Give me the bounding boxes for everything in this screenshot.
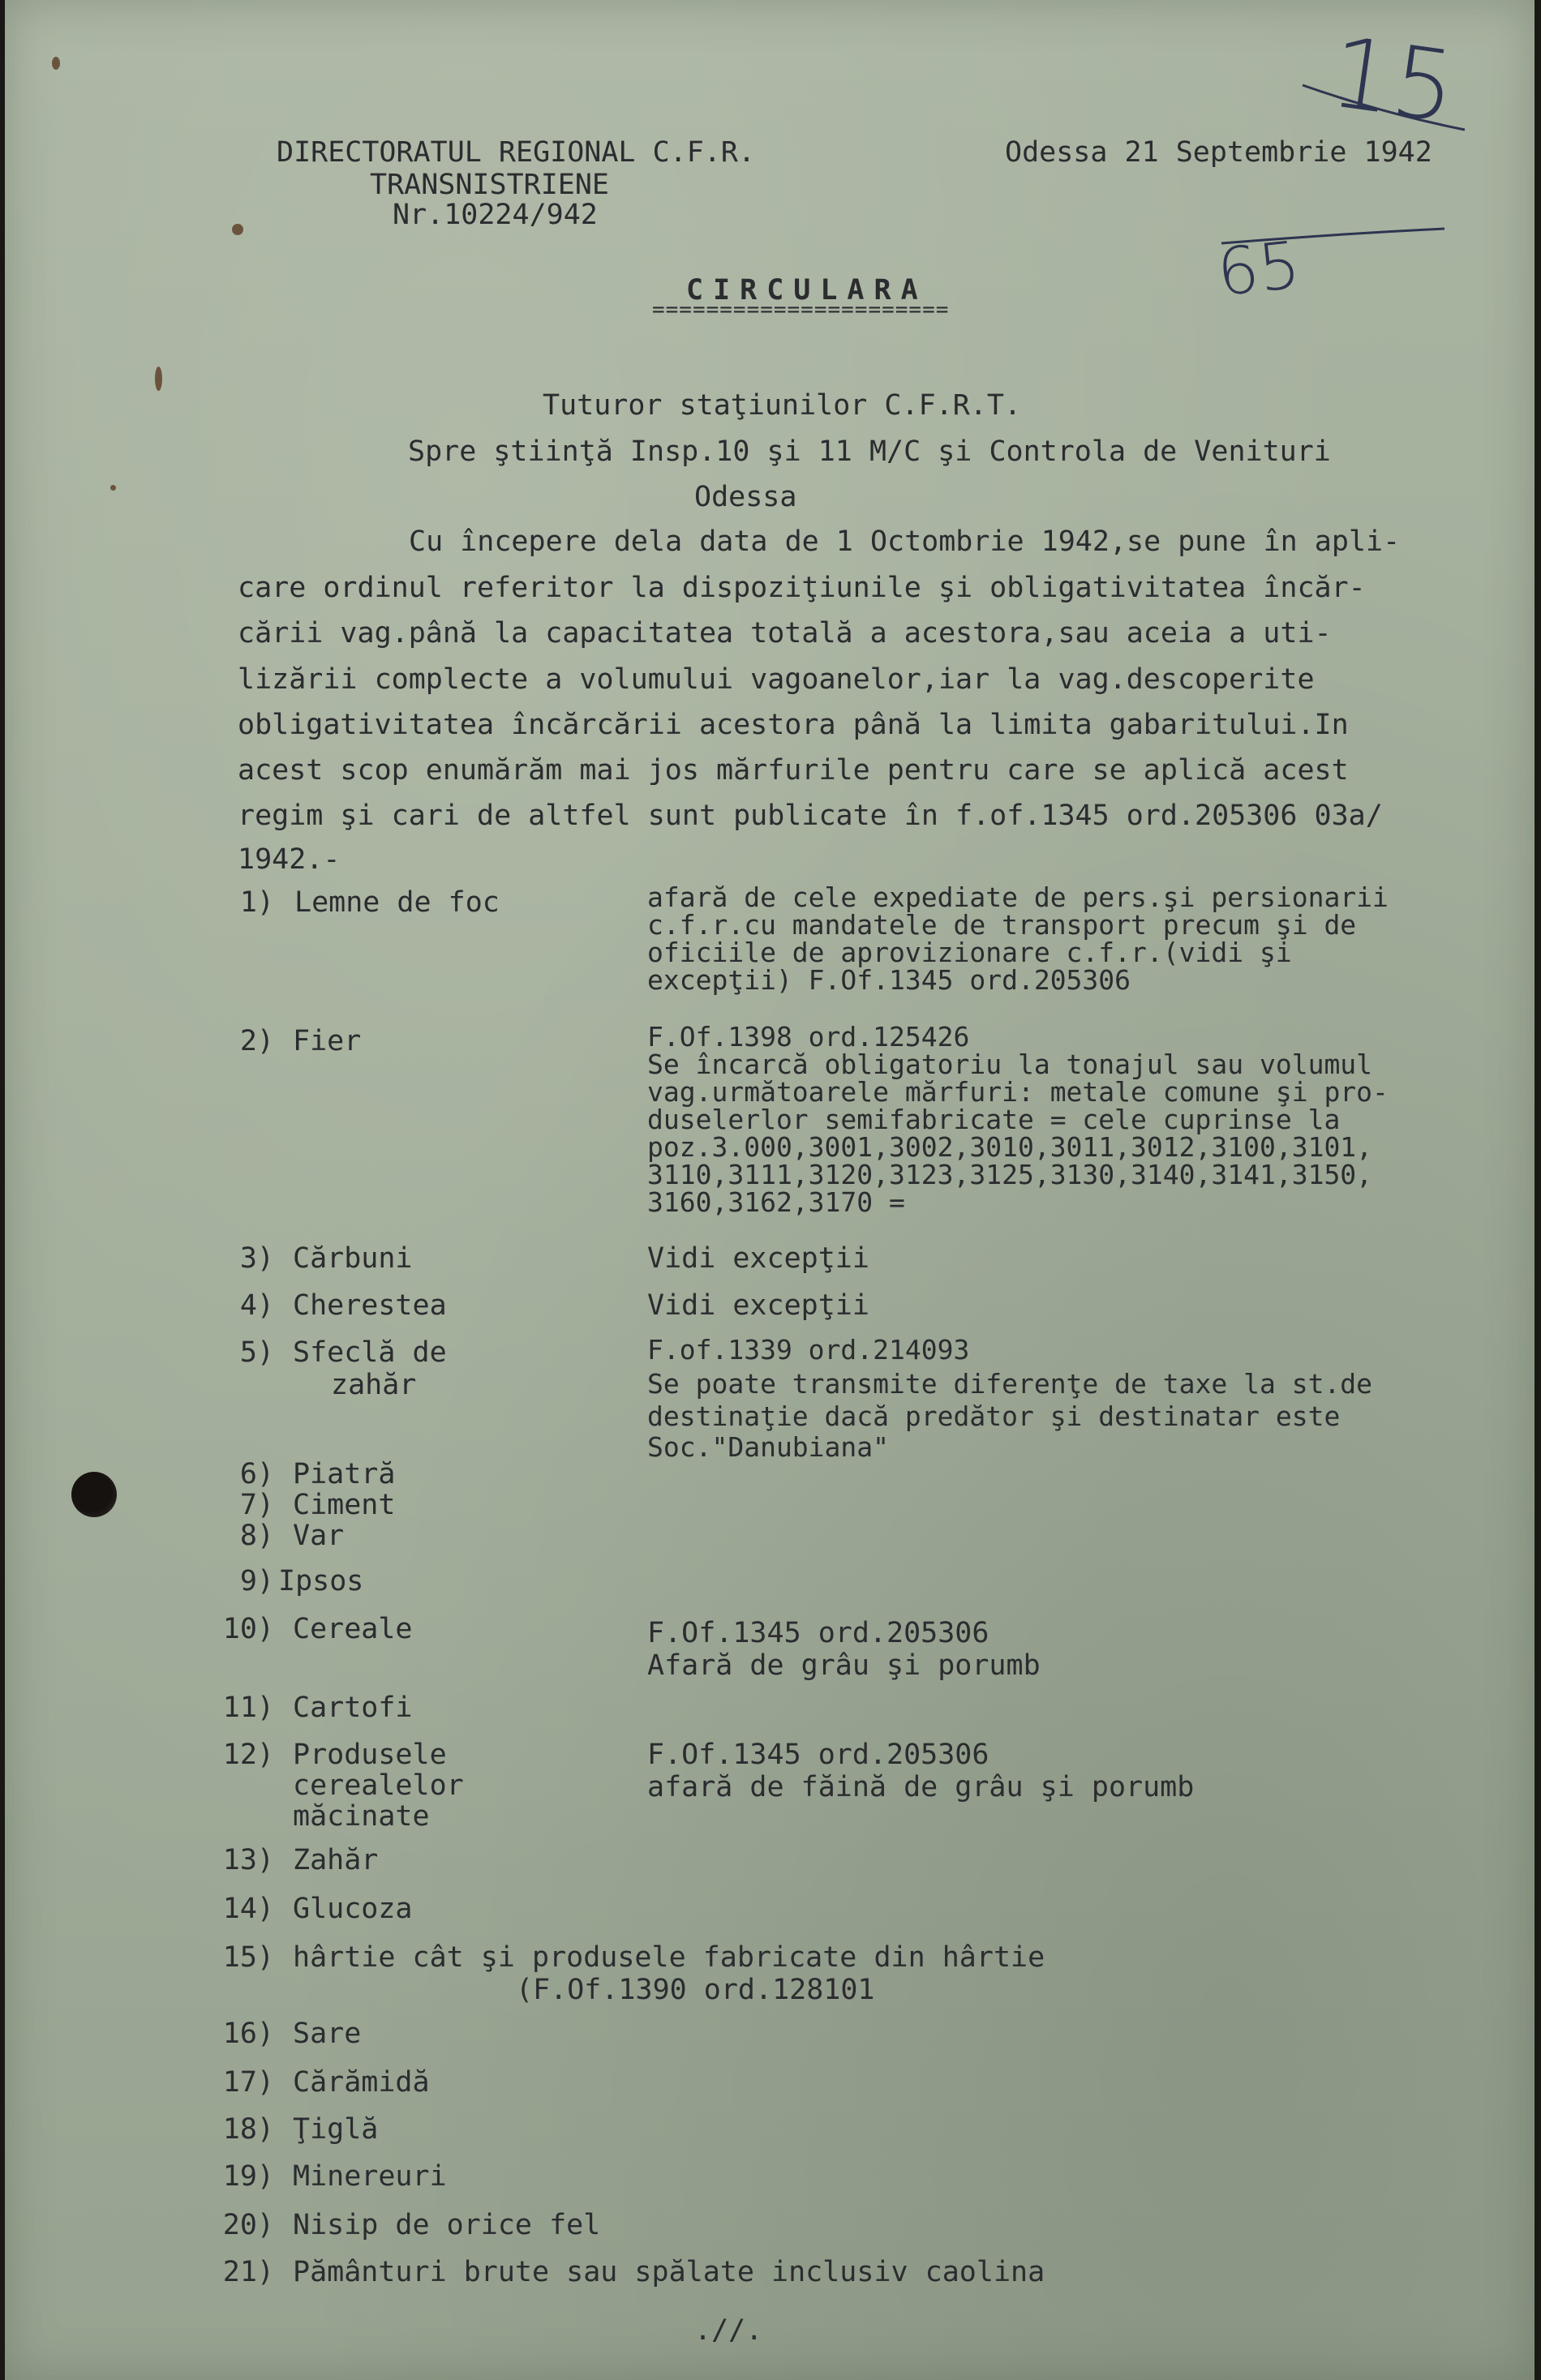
item-name: cerealelor [293, 1769, 464, 1802]
item-number: 15) [222, 1941, 274, 1974]
item-note: Se încarcă obligatoriu la tonajul sau volumul [647, 1048, 1373, 1080]
item-number: 14) [222, 1893, 274, 1925]
item-number: 8) [239, 1520, 274, 1552]
item-number: 20) [222, 2209, 274, 2241]
item-name: Nisip de orice fel [293, 2209, 601, 2241]
org-name-line1: DIRECTORATUL REGIONAL C.F.R. [277, 136, 756, 169]
item-number: 7) [239, 1489, 274, 1521]
body-line: 1942.- [238, 843, 341, 876]
place-and-date: Odessa 21 Septembrie 1942 [1005, 136, 1432, 169]
item-name: Fier [293, 1025, 362, 1057]
continuation-mark: .//. [694, 2314, 763, 2347]
item-note: F.of.1339 ord.214093 [647, 1334, 970, 1366]
body-line: regim şi cari de altfel sunt publicate în f.of.1345 ord.205306 03a/ [238, 800, 1383, 832]
item-number: 17) [222, 2066, 274, 2099]
item-number: 6) [239, 1458, 274, 1490]
item-number: 9) [239, 1565, 274, 1597]
item-note: Se poate transmite diferenţe de taxe la st.de [647, 1368, 1373, 1400]
item-note: excepţii) F.Of.1345 ord.205306 [647, 964, 1131, 996]
addressee-line2: Spre ştiinţă Insp.10 şi 11 M/C şi Controla de Venituri [408, 435, 1331, 468]
addressee-line3: Odessa [694, 481, 797, 513]
item-name: (F.Of.1390 ord.128101 [516, 1974, 875, 2006]
item-note: 3110,3111,3120,3123,3125,3130,3140,3141,3150, [647, 1159, 1373, 1190]
item-name: zahăr [331, 1369, 417, 1401]
item-name: Lemne de foc [294, 886, 500, 919]
item-number: 16) [222, 2018, 274, 2050]
item-name: Pământuri brute sau spălate inclusiv caolina [293, 2256, 1045, 2288]
addressee-line1: Tuturor staţiunilor C.F.R.T. [543, 389, 1022, 422]
item-name: Cărbuni [293, 1242, 413, 1275]
stain-mark [110, 485, 116, 491]
item-note: oficiile de aprovizionare c.f.r.(vidi şi [647, 937, 1292, 968]
item-note: Afară de grâu şi porumb [647, 1649, 1041, 1682]
item-name: Cherestea [293, 1289, 447, 1322]
body-line: cării vag.până la capacitatea totală a acestora,sau aceia a uti- [238, 617, 1332, 650]
item-name: Minereuri [293, 2160, 447, 2193]
body-line: care ordinul referitor la dispoziţiunile şi obligativitatea încăr- [238, 572, 1366, 604]
item-name: Piatră [293, 1458, 396, 1490]
item-number: 4) [239, 1289, 274, 1322]
item-name: Glucoza [293, 1893, 413, 1925]
item-name: Var [293, 1520, 345, 1552]
item-note: afară de cele expediate de pers.şi persionarii [647, 881, 1389, 913]
punch-hole [71, 1472, 117, 1517]
item-name: Cereale [293, 1613, 413, 1645]
stain-mark [155, 367, 162, 391]
item-number: 11) [222, 1692, 274, 1724]
item-name: Ţiglă [293, 2113, 379, 2146]
document-page [5, 0, 1535, 2380]
item-note: Vidi excepţii [647, 1242, 869, 1275]
item-name: măcinate [293, 1800, 430, 1833]
item-number: 21) [222, 2256, 274, 2288]
item-name: Cărămidă [293, 2066, 430, 2099]
document-title: CIRCULARA [686, 274, 928, 307]
body-line: Cu începere dela data de 1 Octombrie 1942,se pune în apli- [409, 525, 1401, 558]
item-number: 19) [222, 2160, 274, 2193]
item-name: Produsele [293, 1739, 447, 1771]
body-line: lizării complecte a volumului vagoanelor,iar la vag.descoperite [238, 663, 1315, 696]
body-line: acest scop enumărăm mai jos mărfurile pentru care se aplică acest [238, 754, 1349, 787]
item-note: destinaţie dacă predător şi destinatar este [647, 1400, 1341, 1432]
org-name-line2: TRANSNISTRIENE [370, 169, 610, 201]
item-note: Soc."Danubiana" [647, 1431, 890, 1463]
title-underline: ====================== [652, 298, 950, 322]
item-note: vag.următoarele mărfuri: metale comune şi pro- [647, 1076, 1389, 1108]
item-note: c.f.r.cu mandatele de transport precum şi de [647, 909, 1357, 941]
item-number: 12) [222, 1739, 274, 1771]
item-number: 18) [222, 2113, 274, 2146]
item-number: 1) [239, 886, 274, 919]
item-name: Zahăr [293, 1844, 379, 1876]
item-note: duselerlor semifabricate = cele cuprinse la [647, 1104, 1341, 1135]
item-note: F.Of.1345 ord.205306 [647, 1617, 989, 1649]
item-number: 3) [239, 1242, 274, 1275]
item-name: Ipsos [278, 1565, 364, 1597]
item-number: 13) [222, 1844, 274, 1876]
handwritten-page-number: 15 [1324, 16, 1462, 145]
item-number: 5) [239, 1336, 274, 1369]
item-name: Sfeclă de [293, 1336, 447, 1369]
item-note: F.Of.1345 ord.205306 [647, 1739, 989, 1771]
item-note: afară de făină de grâu şi porumb [647, 1771, 1195, 1803]
item-number: 2) [239, 1025, 274, 1057]
item-note: Vidi excepţii [647, 1289, 869, 1322]
item-note: poz.3.000,3001,3002,3010,3011,3012,3100,3101, [647, 1131, 1373, 1163]
reference-number: Nr.10224/942 [393, 199, 598, 231]
item-note: F.Of.1398 ord.125426 [647, 1021, 970, 1053]
body-line: obligativitatea încărcării acestora până la limita gabaritului.In [238, 709, 1349, 741]
item-name: hârtie cât şi produsele fabricate din hârtie [293, 1941, 1045, 1974]
item-number: 10) [222, 1613, 274, 1645]
item-note: 3160,3162,3170 = [647, 1186, 905, 1218]
item-name: Cartofi [293, 1692, 413, 1724]
item-name: Ciment [293, 1489, 396, 1521]
item-name: Sare [293, 2018, 362, 2050]
handwritten-note: 65 [1213, 226, 1304, 311]
